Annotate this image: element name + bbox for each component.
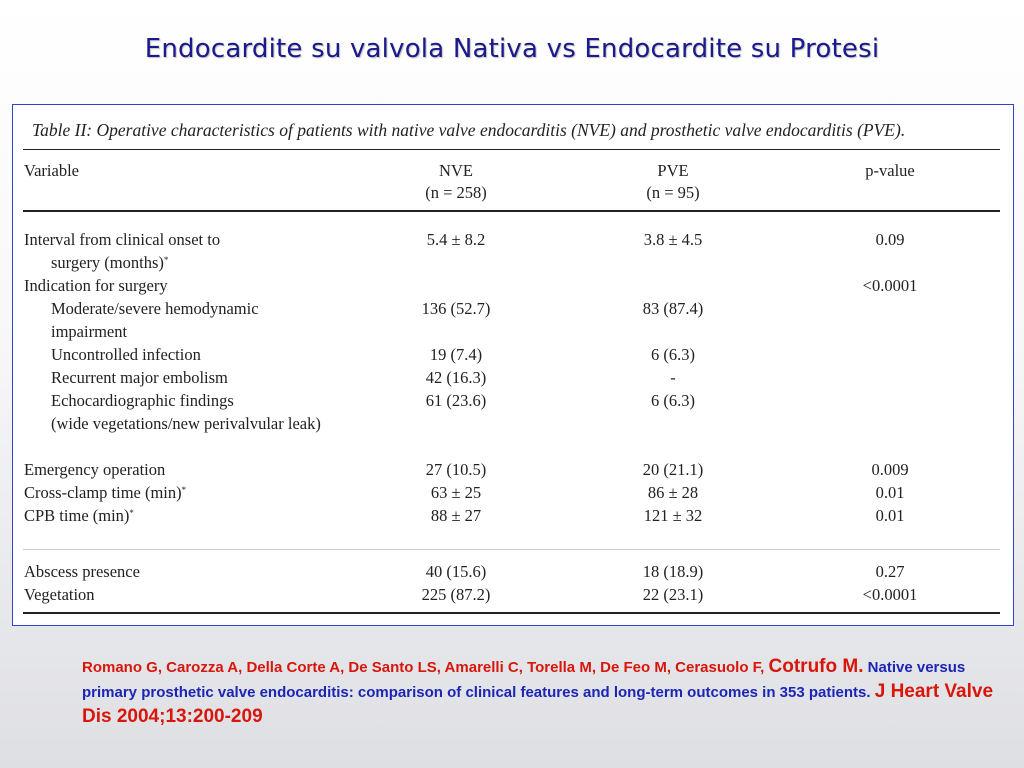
citation <box>82 655 1002 730</box>
row-indication-p: <0.0001 <box>862 276 918 295</box>
header-pvalue: p-value <box>865 161 915 180</box>
row-vegetation-label: Vegetation <box>24 585 95 604</box>
row-abscess-p: 0.27 <box>875 562 905 581</box>
footnote-mark: * <box>129 508 134 518</box>
row-infection-nve: 19 (7.4) <box>429 345 483 364</box>
row-cpb-label: CPB time (min)* <box>24 506 134 525</box>
row-clamp-pve: 86 ± 28 <box>647 483 699 502</box>
row-abscess-label: Abscess presence <box>24 562 140 581</box>
row-interval-p: 0.09 <box>875 230 905 249</box>
footnote-mark: * <box>163 255 169 265</box>
header-nve: NVE <box>439 161 473 180</box>
table-panel <box>12 104 1014 626</box>
section-divider <box>23 549 1000 550</box>
table-caption: Table II: Operative characteristics of patients with native valve endocarditis (NVE) and prosthetic valve endocarditis (PVE). <box>32 120 906 140</box>
row-interval-label: Interval from clinical onset to <box>24 230 221 249</box>
row-clamp-label: Cross-clamp time (min)* <box>24 483 187 502</box>
row-cpb-p: 0.01 <box>875 506 905 525</box>
row-echo-nve: 61 (23.6) <box>425 391 487 410</box>
row-clamp-nve: 63 ± 25 <box>430 483 482 502</box>
row-interval-nve: 5.4 ± 8.2 <box>426 230 486 249</box>
row-cpb-pve: 121 ± 32 <box>643 506 703 525</box>
row-embolism-pve: - <box>670 368 676 387</box>
row-emergency-pve: 20 (21.1) <box>642 460 704 479</box>
row-abscess-nve: 40 (15.6) <box>425 562 487 581</box>
row-emergency-p: 0.009 <box>871 460 909 479</box>
row-vegetation-p: <0.0001 <box>862 585 918 604</box>
bottom-rule <box>23 612 1000 614</box>
footnote-mark: * <box>181 485 187 495</box>
row-vegetation-pve: 22 (23.1) <box>642 585 704 604</box>
row-vegetation-nve: 225 (87.2) <box>421 585 491 604</box>
row-interval-pve: 3.8 ± 4.5 <box>643 230 703 249</box>
row-clamp-p: 0.01 <box>875 483 905 502</box>
row-echo-pve: 6 (6.3) <box>651 391 695 410</box>
header-pve-n: (n = 95) <box>646 183 700 202</box>
row-hemo-pve: 83 (87.4) <box>642 299 704 318</box>
row-emergency-label: Emergency operation <box>24 460 166 479</box>
row-hemo-label-cont: impairment <box>51 322 128 341</box>
row-infection-pve: 6 (6.3) <box>651 345 695 364</box>
header-pve: PVE <box>657 161 689 180</box>
row-embolism-label: Recurrent major embolism <box>51 368 228 387</box>
citation-title: Native versus primary prosthetic valve endocarditis: comparison of clinical features and long-term outcomes in 353 patients. <box>82 659 966 701</box>
row-emergency-nve: 27 (10.5) <box>425 460 487 479</box>
row-echo-label: Echocardiographic findings <box>51 391 234 410</box>
row-interval-label-cont: surgery (months)* <box>51 253 169 272</box>
citation-last-author: Cotrufo M. <box>768 656 864 677</box>
top-rule <box>23 149 1000 150</box>
row-infection-label: Uncontrolled infection <box>51 345 201 364</box>
row-abscess-pve: 18 (18.9) <box>642 562 704 581</box>
row-embolism-nve: 42 (16.3) <box>425 368 487 387</box>
row-echo-label-cont: (wide vegetations/new perivalvular leak) <box>51 414 321 433</box>
row-cpb-nve: 88 ± 27 <box>430 506 482 525</box>
citation-journal: J Heart Valve Dis 2004;13:200-209 <box>82 681 994 727</box>
row-hemo-label: Moderate/severe hemodynamic <box>51 299 259 318</box>
header-nve-n: (n = 258) <box>425 183 487 202</box>
header-rule <box>23 210 1000 212</box>
header-variable: Variable <box>24 161 79 180</box>
row-hemo-nve: 136 (52.7) <box>421 299 491 318</box>
row-indication-label: Indication for surgery <box>24 276 168 295</box>
citation-authors: Romano G, Carozza A, Della Corte A, De Santo LS, Amarelli C, Torella M, De Feo M, Cerasuolo F, <box>82 659 769 676</box>
slide-title: Endocardite su valvola Nativa vs Endocardite su Protesi <box>144 34 880 64</box>
